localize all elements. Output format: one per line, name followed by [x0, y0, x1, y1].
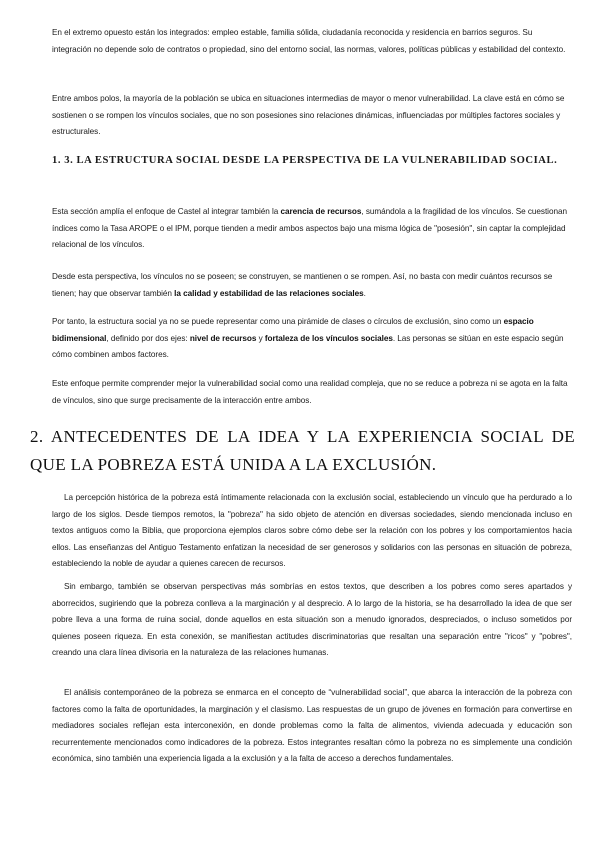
section-2-paragraph-2: Sin embargo, también se observan perspectivas más sombrías en estos textos, que describen a los pobres como seres apartados y aborrecidos, sugiriendo que la pobreza conlleva a la marginación y al desprecio. A lo largo de la historia, se ha desarrollado la idea de que ser pobre lleva a una forma de ruina social, donde aquellos en esta situación son a menudo ignorados, despreciados, o incluso sometidos por quienes poseen riqueza. En esta conexión, se manifiestan actitudes discriminatorias que resaltan una separación entre "ricos" y "pobres", creando una clara línea divisoria en la naturaleza de las relaciones humanas.	[52, 582, 572, 658]
bold-nivel-de-recursos: nivel de recursos	[189, 333, 257, 343]
section-1-3-paragraph-4: Este enfoque permite comprender mejor la vulnerabilidad social como una realidad compleja, que no se reduce a pobreza ni se agota en la falta de vínculos, sino que surge precisamente de la interacción entre ambos.	[52, 379, 568, 405]
bold-calidad-relaciones: la calidad y estabilidad de las relaciones sociales	[174, 288, 364, 298]
section-1-3-heading: 1. 3. LA ESTRUCTURA SOCIAL DESDE LA PERSPECTIVA DE LA VULNERABILIDAD SOCIAL.	[52, 155, 558, 166]
section-1-3-paragraph-1: Esta sección amplía el enfoque de Castel al integrar también la carencia de recursos, sumándola a la fragilidad de los vínculos. Se cuestionan índices como la Tasa AROPE o el IPM, porque tienden a medir ambos aspectos bajo una misma lógica de "posesión", sin captar la complejidad relacional de los vínculos.	[52, 207, 567, 250]
bold-carencia-de-recursos: carencia de recursos	[280, 207, 362, 216]
bold-espacio-bidimensional: espacio bidimensional	[52, 317, 534, 343]
section-2-paragraph-1: La percepción histórica de la pobreza está íntimamente relacionada con la exclusión social, estableciendo un vínculo que ha perdurado a lo largo de los siglos. Desde tiempos remotos, la "pobreza" ha sido objeto de atención en diversas sociedades, siendo mencionada incluso en textos antiguos como la Biblia, que proporciona ejemplos claros sobre cómo debe ser la relación con los pobres y los comportamientos hacia ellos. Las enseñanzas del Antiguo Testamento enfatizan la necesidad de ser generosos y solidarios con las personas en situación de pobreza, estableciendo la noble de ayudar a quienes carecen de recursos.	[52, 493, 572, 569]
section-1-3-paragraph-3: Por tanto, la estructura social ya no se puede representar como una pirámide de clases o círculos de exclusión, sino como un espacio bidimensional, definido por dos ejes: nivel de recursos y fortaleza de los vínculos sociales. Las personas se sitúan en este espacio según cómo combinen ambos factores.	[52, 317, 564, 360]
section-1-3-paragraph-2: Desde esta perspectiva, los vínculos no se poseen; se construyen, se mantienen o se rompen. Así, no basta con medir cuántos recursos se tienen; hay que observar también la calidad y estabilidad de las relaciones sociales.	[52, 272, 553, 298]
bold-fortaleza-vinculos: fortaleza de los vínculos sociales	[264, 333, 393, 343]
section-2-paragraph-3: El análisis contemporáneo de la pobreza se enmarca en el concepto de “vulnerabilidad social”, que abarca la interacción de la pobreza con factores como la falta de oportunidades, la marginación y el clasismo. Las respuestas de un grupo de jóvenes en formación para convertirse en mediadores sociales reflejan esta interconexión, en donde problemas como la falta de alimentos, vivienda adecuada y educación son recurrentemente mencionados como indicadores de la pobreza. Estos integrantes resaltan cómo la pobreza no es simplemente una condición económica, sino también una experiencia ligada a la exclusión y a la falta de acceso a derechos fundamentales.	[52, 688, 572, 764]
intro-paragraph-2: Entre ambos polos, la mayoría de la población se ubica en situaciones intermedias de mayor o menor vulnerabilidad. La clave está en cómo se sostienen o se rompen los vínculos sociales, que no son posesiones sino relaciones dinámicas, influenciadas por múltiples factores sociales y estructurales.	[52, 94, 565, 137]
intro-paragraph-1: En el extremo opuesto están los integrados: empleo estable, familia sólida, ciudadanía reconocida y residencia en barrios seguros. Su integración no depende solo de contratos o propiedad, sino del entorno social, las normas, valores, políticas públicas y estabilidad del contexto.	[52, 28, 566, 54]
section-2-heading: 2. ANTECEDENTES DE LA IDEA Y LA EXPERIENCIA SOCIAL DE QUE LA POBREZA ESTÁ UNIDA A LA EXCLUSIÓN.	[30, 427, 575, 474]
